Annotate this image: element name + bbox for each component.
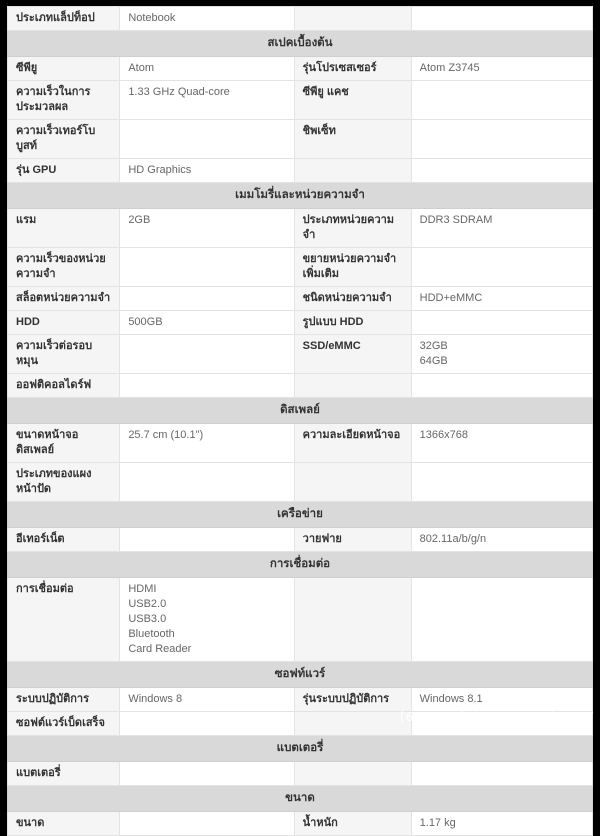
spec-label: แรม (8, 209, 120, 248)
spec-value (411, 311, 592, 335)
spec-value (120, 248, 294, 287)
spec-label: ความเร็วในการประมวลผล (8, 81, 120, 120)
spec-label: ชนิดหน่วยความจำ (294, 287, 411, 311)
spec-value (120, 812, 294, 836)
spec-value-line: 500GB (128, 316, 163, 328)
spec-value (120, 374, 294, 398)
spec-label: SSD/eMMC (294, 335, 411, 374)
spec-row (8, 463, 593, 502)
spec-label: น้ำหนัก (294, 812, 411, 836)
spec-value (411, 81, 592, 120)
spec-value (411, 120, 592, 159)
section-row (8, 502, 593, 528)
spec-label: อีเทอร์เน็ต (8, 528, 120, 552)
spec-value-line: Bluetooth (128, 628, 175, 640)
spec-value-line: Notebook (128, 12, 176, 24)
spec-value-line: Card Reader (128, 643, 192, 655)
spec-value (411, 374, 592, 398)
spec-label: ความเร็วต่อรอบหมุน (8, 335, 120, 374)
spec-label: ความละเอียดหน้าจอ (294, 424, 411, 463)
spec-value (120, 81, 294, 120)
section-header: การเชื่อมต่อ (8, 552, 593, 578)
section-row (8, 786, 593, 812)
spec-label: ซีพียู (8, 57, 120, 81)
spec-label (294, 159, 411, 183)
spec-label: ความเร็วเทอร์โบบูสท์ (8, 120, 120, 159)
spec-value (120, 528, 294, 552)
spec-value (411, 209, 592, 248)
spec-value-line: 1.33 GHz Quad-core (128, 86, 230, 98)
spec-value-line: HD Graphics (128, 164, 192, 176)
spec-value-line: HDMI (128, 583, 157, 595)
spec-label: ชิพเซ็ท (294, 120, 411, 159)
spec-row (8, 688, 593, 712)
spec-row (8, 311, 593, 335)
spec-value-line: 1366x768 (419, 429, 468, 441)
section-row (8, 398, 593, 424)
spec-label (294, 463, 411, 502)
spec-value (120, 424, 294, 463)
spec-label: ออฟติคอลไดร์ฟ (8, 374, 120, 398)
spec-value (411, 248, 592, 287)
spec-value (411, 463, 592, 502)
spec-label: ขนาด (8, 812, 120, 836)
spec-value (120, 159, 294, 183)
spec-value (411, 762, 592, 786)
section-row (8, 31, 593, 57)
section-row (8, 183, 593, 209)
watermark-text: [663x783] https://upic.me/ (398, 709, 594, 724)
spec-value-line: 64GB (419, 355, 448, 367)
spec-value-line: DDR3 SDRAM (419, 214, 493, 226)
spec-value-line: Windows 8.1 (419, 693, 483, 705)
section-header: ดิสเพลย์ (8, 398, 593, 424)
section-header: เครือข่าย (8, 502, 593, 528)
spec-row (8, 762, 593, 786)
spec-value (120, 209, 294, 248)
spec-value-line: USB2.0 (128, 598, 167, 610)
spec-value (411, 57, 592, 81)
spec-value (120, 57, 294, 81)
spec-value-line: Atom Z3745 (419, 62, 480, 74)
spec-row (8, 578, 593, 662)
section-header: ขนาด (8, 786, 593, 812)
section-header: ซอฟท์แวร์ (8, 662, 593, 688)
spec-value-line: Windows 8 (128, 693, 183, 705)
spec-row (8, 528, 593, 552)
spec-value-line: USB3.0 (128, 613, 167, 625)
spec-label: HDD (8, 311, 120, 335)
spec-value (120, 578, 294, 662)
section-row (8, 662, 593, 688)
spec-row (8, 248, 593, 287)
spec-value (411, 7, 592, 31)
spec-label: ซีพียู แคช (294, 81, 411, 120)
spec-label (294, 712, 411, 736)
spec-value (411, 424, 592, 463)
spec-value (120, 463, 294, 502)
spec-row (8, 424, 593, 463)
spec-value (120, 762, 294, 786)
spec-label (294, 762, 411, 786)
spec-label: ระบบปฏิบัติการ (8, 688, 120, 712)
spec-value-line: HDD+eMMC (419, 292, 483, 304)
spec-value (411, 287, 592, 311)
spec-label (294, 374, 411, 398)
spec-value-line: 32GB (419, 340, 448, 352)
spec-label: วายฟาย (294, 528, 411, 552)
spec-label: รุ่นระบบปฏิบัติการ (294, 688, 411, 712)
spec-label: การเชื่อมต่อ (8, 578, 120, 662)
spec-label: รุ่น GPU (8, 159, 120, 183)
spec-row (8, 81, 593, 120)
spec-row (8, 7, 593, 31)
spec-value-line: Atom (128, 62, 154, 74)
spec-value (411, 159, 592, 183)
spec-label: รูปแบบ HDD (294, 311, 411, 335)
spec-value (411, 812, 592, 836)
section-row (8, 552, 593, 578)
spec-label: ประเภทแล็ปท็อป (8, 7, 120, 31)
spec-row (8, 57, 593, 81)
spec-row (8, 209, 593, 248)
spec-label: แบตเตอรี่ (8, 762, 120, 786)
section-header: สเปคเบื้องต้น (8, 31, 593, 57)
spec-value (411, 528, 592, 552)
spec-label: ความเร็วของหน่วยความจำ (8, 248, 120, 287)
spec-value-line: 25.7 cm (10.1") (128, 429, 204, 441)
spec-value (120, 7, 294, 31)
spec-value-line: 1.17 kg (419, 817, 456, 829)
spec-value (120, 120, 294, 159)
spec-value (120, 311, 294, 335)
spec-row (8, 335, 593, 374)
spec-label: สล็อตหน่วยความจำ (8, 287, 120, 311)
spec-value (411, 578, 592, 662)
spec-value-line: 802.11a/b/g/n (419, 533, 487, 545)
section-header: เมมโมรี่และหน่วยความจำ (8, 183, 593, 209)
spec-value (411, 335, 592, 374)
spec-value (411, 688, 592, 712)
section-row (8, 736, 593, 762)
spec-row (8, 374, 593, 398)
spec-label: ประเภทของแผงหน้าปัด (8, 463, 120, 502)
spec-row (8, 287, 593, 311)
spec-label (294, 7, 411, 31)
spec-label: ประเภทหน่วยความจำ (294, 209, 411, 248)
spec-row (8, 159, 593, 183)
spec-label: ขยายหน่วยความจำเพิ่มเติม (294, 248, 411, 287)
spec-label: ซอฟต์แวร์เบ็ดเสร็จ (8, 712, 120, 736)
spec-label (294, 578, 411, 662)
spec-value-line: 2GB (128, 214, 151, 226)
section-header: แบตเตอรี่ (8, 736, 593, 762)
spec-value (120, 287, 294, 311)
spec-value (120, 335, 294, 374)
spec-label: ขนาดหน้าจอดิสเพลย์ (8, 424, 120, 463)
spec-row (8, 120, 593, 159)
spec-row (8, 812, 593, 836)
spec-value (120, 712, 294, 736)
spec-label: รุ่นโปรเซสเซอร์ (294, 57, 411, 81)
spec-value (120, 688, 294, 712)
